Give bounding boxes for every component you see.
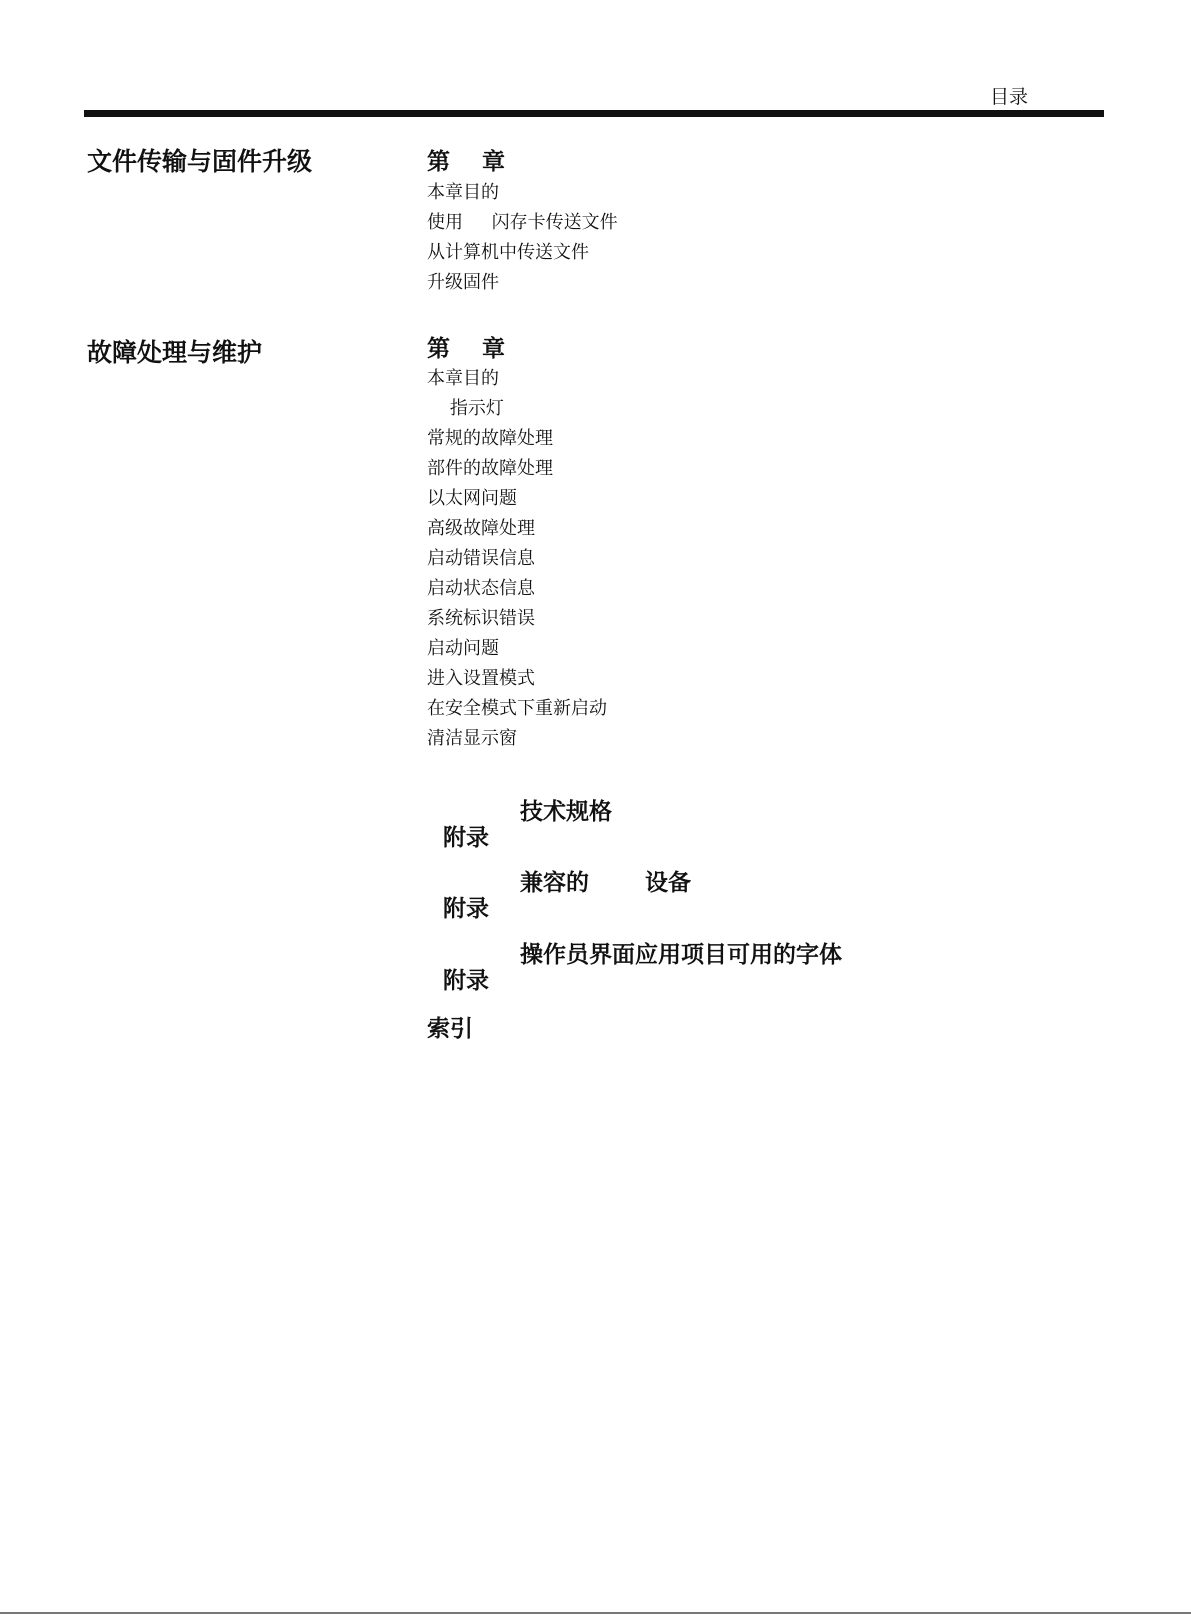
appendix-entry[interactable] <box>427 936 842 1021</box>
toc-entry-label: 进入设置模式 <box>427 668 535 689</box>
toc-entry-label: 升级固件 <box>427 272 499 293</box>
toc-entry-label: 部件的故障处理 <box>427 458 553 479</box>
dot-leader <box>547 582 1053 602</box>
toc-entry[interactable] <box>427 456 1065 482</box>
toc-entry[interactable] <box>427 366 1065 392</box>
dot-leader <box>508 402 1065 422</box>
toc-entry-label: 以太网问题 <box>427 488 517 509</box>
appendix-title: 技术规格 <box>520 799 612 825</box>
toc-entry[interactable] <box>427 636 1053 662</box>
toc-entry[interactable] <box>427 576 1053 602</box>
toc-entry[interactable] <box>427 270 1065 296</box>
toc-entry[interactable] <box>427 240 1065 266</box>
toc-entry-label: 启动问题 <box>427 638 499 659</box>
bottom-rule <box>0 1612 1191 1614</box>
page-header-title: 目录 <box>990 86 1029 108</box>
dot-leader <box>507 642 1053 662</box>
toc-entry[interactable] <box>427 546 1053 572</box>
toc-entry-label: 使用 闪存卡传送文件 <box>427 212 618 233</box>
dot-leader <box>573 432 1065 452</box>
toc-entry-label: 启动错误信息 <box>427 548 535 569</box>
toc-entry[interactable] <box>427 426 1065 452</box>
toc-entry-label: 常规的故障处理 <box>427 428 553 449</box>
toc-entry[interactable] <box>427 666 1053 692</box>
dot-leader <box>557 522 1065 542</box>
toc-entry-label: 在安全模式下重新启动 <box>427 698 607 719</box>
dot-leader <box>527 732 1053 752</box>
appendix-label: 附录 <box>443 825 490 851</box>
toc-entry-label: 从计算机中传送文件 <box>427 242 589 263</box>
toc-entry-label: 系统标识错误 <box>427 608 535 629</box>
toc-entry[interactable] <box>427 606 1053 632</box>
toc-entry[interactable] <box>427 696 1053 722</box>
toc-entry-label: 高级故障处理 <box>427 518 535 539</box>
toc-entry[interactable] <box>427 180 1065 206</box>
toc-entry[interactable] <box>427 486 1065 512</box>
index-entry[interactable]: 索引 <box>427 1016 473 1042</box>
toc-entry[interactable] <box>427 210 1065 236</box>
appendix-label: 附录 <box>443 968 490 994</box>
dot-leader <box>519 372 1065 392</box>
toc-entry[interactable] <box>427 516 1065 542</box>
dot-leader <box>517 186 1065 206</box>
toc-entry-label: 指示灯 <box>427 398 504 419</box>
toc-entry-label: 启动状态信息 <box>427 578 535 599</box>
toc-entry-label: 清洁显示窗 <box>427 728 517 749</box>
dot-leader <box>545 552 1053 572</box>
toc-entry[interactable] <box>427 726 1053 752</box>
toc-entry[interactable] <box>427 396 1065 422</box>
appendix-label: 附录 <box>443 896 490 922</box>
dot-leader <box>617 702 1053 722</box>
appendix-title: 操作员界面应用项目可用的字体 <box>520 942 842 968</box>
header-rule <box>84 110 1104 117</box>
dot-leader <box>543 672 1053 692</box>
dot-leader <box>573 462 1065 482</box>
appendix-title: 兼容的 设备 <box>520 870 692 896</box>
dot-leader <box>630 216 1065 236</box>
dot-leader <box>545 612 1053 632</box>
toc-entry-label: 本章目的 <box>427 182 499 203</box>
dot-leader <box>539 492 1065 512</box>
chapter-label: 第 章 <box>427 336 518 362</box>
section-title: 文件传输与固件升级 <box>87 147 313 176</box>
section-title: 故障处理与维护 <box>87 338 263 367</box>
dot-leader <box>611 246 1065 266</box>
chapter-label: 第 章 <box>427 149 518 175</box>
toc-entry-label: 本章目的 <box>427 368 499 389</box>
